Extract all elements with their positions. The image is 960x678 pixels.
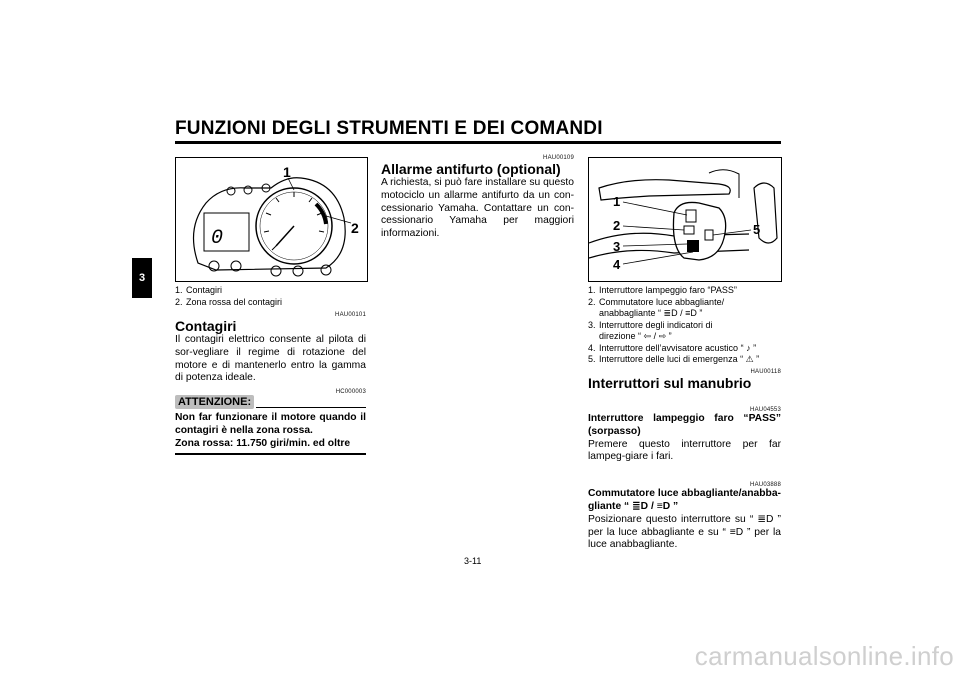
dimmer-switch-body: Posizionare questo interruttore su “ ≣D ” per la luce abbagliante e su “ ≡D ” per la luce anabbagliante. [588,513,781,551]
caption-row [175,285,366,297]
figure-label-3: 3 [613,239,621,254]
pass-switch-body: Premere questo interruttore per far lampeg-giare i fari. [588,438,781,463]
page-number: 3-11 [464,556,482,566]
warning-header [175,395,366,409]
caption-text: Commutatore luce abbagliante/ [599,296,725,307]
tachometer-captions [175,285,366,308]
figure-label-2: 2 [351,220,359,236]
section-code: HAU00109 [543,155,574,161]
caption-text: Contagiri [186,285,223,295]
subsection-code: HAU03888 [750,482,781,489]
caption-num [588,308,599,320]
title-rule [175,141,781,144]
watermark-url: carmanualsonline.info [694,641,954,671]
section-heading: Interruttori sul manubrio [588,375,752,391]
caption-row [588,320,781,332]
caption-num [588,331,599,343]
antitheft-section [381,155,574,241]
caption-text: direzione “ ⇦ / ⇨ ” [599,331,672,341]
caption-num: 4. [588,342,596,353]
caption-text: Interruttore delle luci di emergenza “ ⚠ ” [599,354,760,364]
caption-row [588,343,781,355]
caption-text: Interruttore degli indicatori di [599,319,713,330]
handlebar-section [588,369,781,552]
warning-code: HC000003 [335,389,366,396]
caption-num: 1. [175,285,183,295]
warning-rule [256,407,366,408]
caption-row [588,308,781,320]
caption-num: 1. [588,285,596,295]
caption-text: anabbagliante “ ≣D / ≡D ” [599,308,703,318]
caption-row [588,297,781,309]
caption-row [588,354,781,366]
caption-num: 3. [588,319,596,330]
tachometer-illustration [176,158,367,281]
tachometer-figure [175,157,368,282]
caption-num: 2. [588,296,596,307]
chapter-tab: 3 [132,258,152,298]
section-body: A richiesta, si può fare installare su questo motociclo un allarme antifurto da un con-cessionario Yamaha. Contattare un con-cessionario Yamaha per maggiori informazioni. [381,177,574,240]
svg-text:0: 0 [211,227,224,250]
caption-row [588,285,781,297]
figure-label-4: 4 [613,257,621,272]
figure-label-1: 1 [613,194,621,209]
section-code: HAU00101 [335,312,366,318]
warning-label: ATTENZIONE: [175,395,254,409]
caption-text: Interruttore dell’avvisatore acustico “ ♪ ” [599,342,757,353]
section-heading: Allarme antifurto (optional) [381,161,561,177]
page-title: FUNZIONI DEGLI STRUMENTI E DEI COMANDI [175,118,603,139]
warning-bottom-rule [175,453,366,455]
figure-label-5: 5 [753,222,761,237]
caption-text: Interruttore lampeggio faro “PASS” [599,285,737,295]
tachometer-section [175,312,366,455]
handlebar-captions [588,285,781,366]
dimmer-switch-title: Commutatore luce abbagliante/anabba-gliante “ ≣D / ≡D ” [588,488,781,512]
section-heading: Contagiri [175,318,237,334]
caption-num: 5. [588,354,596,364]
caption-text: Zona rossa del contagiri [186,296,283,307]
warning-text: Non far funzionare il motore quando il contagiri è nella zona rossa. [175,412,366,436]
subsection-code: HAU04553 [750,407,781,413]
warning-redzone: Zona rossa: 11.750 giri/min. ed oltre [175,437,351,449]
handlebar-switch-figure [588,157,782,282]
pass-switch-title: Interruttore lampeggio faro “PASS” (sorpasso) [588,413,781,437]
figure-label-2: 2 [613,218,621,233]
caption-row [175,297,366,309]
figure-label-1: 1 [283,164,291,180]
section-body: Il contagiri elettrico consente al pilota di sor-vegliare il regime di rotazione del motore e di mantenerlo entro la gamma di potenza ideale. [175,334,366,384]
caption-num: 2. [175,296,183,307]
caption-row [588,331,781,343]
section-code: HAU00118 [750,369,781,375]
